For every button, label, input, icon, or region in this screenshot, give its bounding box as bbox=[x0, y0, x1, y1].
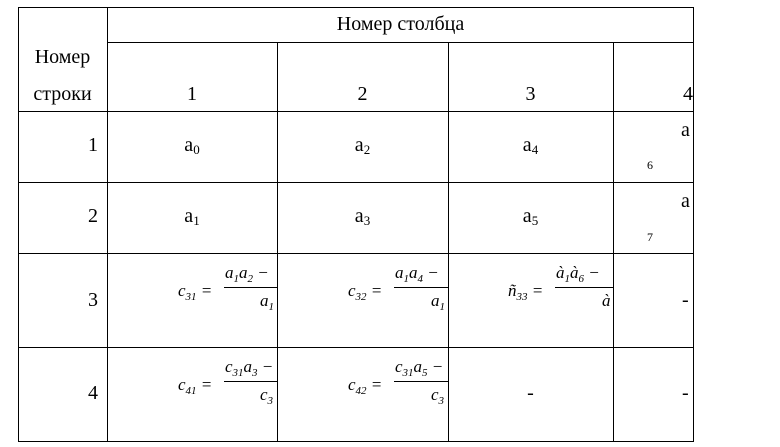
border-top-left bbox=[18, 7, 107, 8]
formula-c31: $c_{31}$ = $a_1a_2$ − $a_1$ bbox=[168, 261, 277, 321]
row-divider-1 bbox=[18, 111, 694, 112]
row-label-header-line2: строки bbox=[33, 83, 92, 105]
cell-r3-c4: - bbox=[682, 289, 689, 311]
column-header-4: 4 bbox=[683, 83, 693, 105]
border-right bbox=[693, 7, 694, 442]
row-divider-2 bbox=[18, 182, 694, 183]
row-divider-3 bbox=[18, 253, 694, 254]
row-label-2: 2 bbox=[88, 205, 98, 227]
row-divider-4 bbox=[18, 347, 694, 348]
cell-r2-c2: $a_3$ bbox=[354, 205, 371, 228]
formula-c42: $c_{42}$ = $c_{31}a_5$ − $c_3$ bbox=[338, 355, 448, 415]
cell-r1-c4-index: 6 bbox=[647, 158, 653, 172]
column-header-3: 3 bbox=[525, 83, 536, 105]
cell-r2-c3: $a_5$ bbox=[522, 205, 539, 228]
border-bottom bbox=[18, 441, 694, 442]
row-label-4: 4 bbox=[88, 382, 98, 404]
row-label-3: 3 bbox=[88, 289, 98, 311]
header-divider bbox=[107, 42, 694, 43]
cell-r4-c3: - bbox=[527, 382, 534, 404]
row-label-header-line1: Номер bbox=[34, 46, 91, 68]
cell-r4-c4: - bbox=[682, 382, 689, 404]
data-table bbox=[18, 7, 694, 442]
border-top bbox=[107, 7, 694, 8]
column-group-header: Номер столбца bbox=[336, 13, 465, 35]
row-label-1: 1 bbox=[88, 134, 98, 156]
cell-r1-c1: $a_0$ bbox=[184, 134, 200, 157]
column-header-2: 2 bbox=[357, 83, 368, 105]
formula-c32: $c_{32}$ = $a_1a_4$ − $a_1$ bbox=[338, 261, 448, 321]
column-header-1: 1 bbox=[187, 83, 197, 105]
cell-r1-c2: $a_2$ bbox=[354, 134, 371, 157]
cell-r2-c1: $a_1$ bbox=[184, 205, 200, 228]
cell-r1-c3: $a_4$ bbox=[522, 134, 539, 157]
cell-r1-c4-letter: a bbox=[681, 119, 690, 141]
cell-r2-c4-index: 7 bbox=[647, 230, 653, 244]
cell-r2-c4-letter: a bbox=[681, 190, 690, 212]
formula-c33: $ñ_{33}$ = $à_1à_6$ − à bbox=[498, 261, 613, 321]
formula-c41: $c_{41}$ = $c_{31}a_3$ − $c_3$ bbox=[168, 355, 277, 415]
